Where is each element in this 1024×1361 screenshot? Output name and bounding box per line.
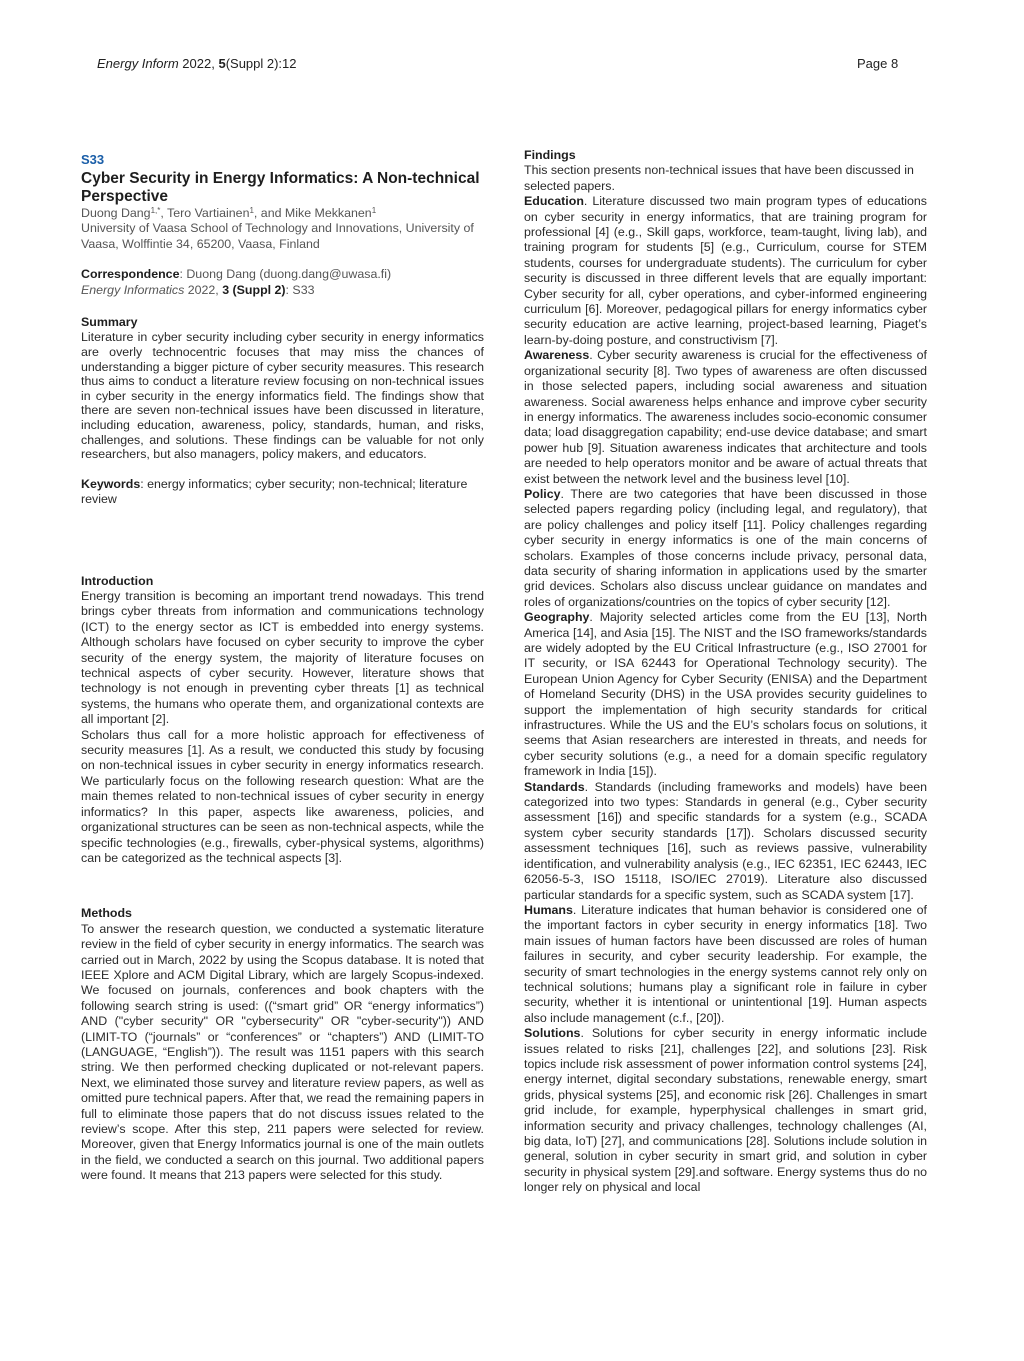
author-name: , and Mike Mekkanen — [253, 206, 372, 220]
keywords-label: Keywords — [81, 476, 141, 491]
citation-page: : S33 — [285, 282, 315, 297]
finding-text: . Standards (including frameworks and models) have been categorized into two types: Standards in general (e.g., Cyber security assessment [16]) and specific standards for a system (e.g., SCADA system cyber security standards [17]). Scholars discussed security assessment techniques [16], such as reviews passive, vulnerability identification, and vulnerability analysis (e.g., IEC 62351, IEC 62443, IEC 62056-5-3, ISO 15118, ISO/IEC 27019). Literature also discussed particular standards for a specific system, such as SCADA system [17]. — [524, 779, 927, 902]
journal-volume: 5 — [218, 56, 226, 71]
running-header — [97, 56, 297, 71]
finding-lead: Standards — [524, 779, 585, 794]
summary-heading: Summary — [81, 315, 138, 330]
author-name: Duong Dang — [81, 206, 151, 220]
keywords-text: : energy informatics; cyber security; non-technical; literature review — [81, 476, 468, 507]
author-affiliation-mark: 1 — [371, 206, 377, 215]
keywords — [81, 477, 484, 508]
finding-text: . Solutions for cyber security in energy informatic include issues related to risks [21], challenges [22], and solutions [23]. Risk topics include risk assessment of power information control systems [24], energy internet, digital secondary substations, renewable energy, smart grids, physical systems [25], and economic risk [26]. Challenges in smart grid include, for example, hyperphysical challenges in smart grid, information security and privacy challenges, technology challenges (AI, big data, IoT) [27], and communications [28]. Solutions include solution in general, solution in cyber security in smart grid, and solution in cyber security in physical system [29].and software. Energy systems thus do no longer rely on physical and local — [524, 1026, 927, 1195]
author-list — [81, 206, 484, 221]
finding-lead: Geography — [524, 610, 590, 625]
author-name: , Tero Vartiainen — [160, 206, 250, 220]
journal-name: Energy Inform — [97, 56, 179, 71]
finding-lead: Humans — [524, 902, 573, 917]
findings-intro: This section presents non-technical issues that have been discussed in selected papers. — [524, 163, 914, 193]
correspondence — [81, 267, 484, 282]
journal-year: 2022, — [182, 56, 215, 71]
finding-text: . There are two categories that have been discussed in those selected papers regarding policy (including legal, and regulatory), that are policy challenges and policy itself [11]. Policy challenges regarding cyber security in energy informatics is one of the main concerns of scholars. Examples of those concerns include privacy, personal data, data security of sharing information in applications used by the smarter grid devices. Scholars also discuss unclear guidance on mandates and roles of organizations/countries on the topics of cyber security [12]. — [524, 486, 927, 609]
affiliation: University of Vaasa School of Technology and Innovations, University of Vaasa, Wolffintie 34, 65200, Vaasa, Finland — [81, 221, 474, 251]
methods-heading: Methods — [81, 906, 132, 921]
journal-issue: (Suppl 2):12 — [225, 56, 297, 71]
finding-text: . Literature discussed two main program types of educations on cyber security in energy informatics, that are training program for professional [4] (e.g., Skill gaps, workforce, team-taught, living lab), and training program for students [5] (e.g., Curriculum, course for STEM students, courses for undergraduate students). The curriculum for cyber security is discussed in three different levels that are equally important: Cyber security for all, cyber operations, and cyber-informed engineering curriculum [6]. Moreover, pedagogical pillars for energy informatics cyber security education are active learning, project-based learning, Piaget’s learn-by-doing posture, and constructivism [7]. — [524, 194, 927, 347]
finding-paragraph — [524, 348, 927, 487]
finding-text: . Majority selected articles come from the EU [13], North America [14], and Asia [15]. The NIST and the ISO frameworks/standards are widely adopted by the EU Critical Infrastructure (e.g., ISO 27001 for IT security, or ISA 62443 for Operational Technology security). The European Union Agency for Cyber Security (ENISA) and the Department of Homeland Security (DHS) in the USA provides security guidelines to support the implementation of high security standards for critical infrastructures. While the US and the EU’s scholars focus on solutions, it seems that Asian researchers are interested in threats, and needs for cyber security solutions (e.g., a need for a domain specific regulatory framework in India [15]). — [524, 610, 927, 779]
correspondence-text: : Duong Dang (duong.dang@uwasa.fi) — [179, 267, 392, 282]
introduction-paragraph: Scholars thus call for a more holistic approach for effectiveness of security measures [1]. As a result, we conducted this study by focusing on non-technical issues in cyber security in energy informatics research. We particularly focus on the following research question: What are the main themes related to non-technical issues of cyber security in energy informatics? In this paper, aspects like awareness, policies, and organizational structures can be seen as non-technical aspects, while the specific technologies (e.g., firewalls, cyber-physical systems, algorithms) can be categorized as the technical aspects [3]. — [81, 727, 484, 865]
left-column — [81, 152, 484, 1184]
finding-lead: Awareness — [524, 348, 590, 363]
abstract-code: S33 — [81, 152, 105, 167]
citation-journal: Energy Informatics — [81, 282, 185, 297]
finding-paragraph — [524, 780, 927, 903]
finding-lead: Education — [524, 194, 584, 209]
finding-text: . Cyber security awareness is crucial for the effectiveness of organizational security [8]. Two types of awareness are often discussed in those selected papers, including social awareness and situation awareness. Social awareness helps enhance and improve cyber security in energy informatics. The awareness includes socio-economic consumer data; load disaggregation capability; end-use device database; and smart power hub [9]. Situation awareness indicates that architecture and tools are needed to help operators monitor and be aware of actual threats that exist between the network level and the business level [10]. — [524, 348, 927, 486]
finding-lead: Solutions — [524, 1026, 581, 1041]
introduction-paragraph: Energy transition is becoming an important trend nowadays. This trend brings cyber threats from information and communications technology (ICT) to the energy sector as ICT is embedded into energy systems. Although scholars have focused on cyber security to improve the cyber security of the energy system, the majority of literature focuses on technical aspects of cyber security. However, literature shows that technology is not enough in preventing cyber threats [1] as technical systems, the humans who operate them, and organizational contexts are all important [2]. — [81, 589, 484, 727]
finding-paragraph — [524, 903, 927, 1026]
finding-lead: Policy — [524, 486, 561, 501]
finding-paragraph — [524, 610, 927, 779]
right-column — [524, 148, 927, 1196]
correspondence-label: Correspondence — [81, 267, 180, 282]
author-affiliation-mark: 1 — [249, 206, 254, 215]
finding-paragraph — [524, 487, 927, 610]
citation-volume: 3 (Suppl 2) — [222, 282, 286, 297]
citation-year: 2022, — [184, 282, 223, 297]
introduction-heading: Introduction — [81, 573, 154, 588]
author-affiliation-mark: 1,* — [150, 206, 161, 215]
citation — [81, 283, 484, 298]
summary-text: Literature in cyber security including cyber security in energy informatics are overly technocentric focuses that may miss the chances of understanding a bigger picture of cyber security measures. This research thus aims to conduct a literature review focusing on non-technical issues in cyber security in the energy informatics field. The findings show that there are seven non-technical issues have been discussed in literature, including education, awareness, policy, standards, human, and risks, challenges, and solutions. These findings can be valuable for not only researchers, but also managers, policy makers, and educators. — [81, 330, 484, 462]
findings-heading: Findings — [524, 148, 576, 162]
article-title: Cyber Security in Energy Informatics: A Non-technical Perspective — [81, 170, 480, 205]
methods-paragraph: To answer the research question, we conducted a systematic literature review in the field of cyber security in energy informatics. The search was carried out in March, 2022 by using the Scopus database. It is noted that IEEE Xplore and ACM Digital Library, which are largely Scopus-indexed. We focused on journals, conferences and book chapters with the following search string is used: ((“smart grid” OR “energy informatics”) AND ("cyber security" OR "cybersecurity" OR "cyber-security")) AND (LIMIT-TO (“journals” or “conferences” or “chapters”) AND (LIMIT-TO (LANGUAGE, “English”)). The result was 1151 papers with this search string. We then performed checking duplicated or not-relevant papers. Next, we eliminated those survey and literature review papers, as well as omitted pure technical papers. After that, we read the remaining papers in full to eliminate those papers that do not discuss issues related to the review’s scope. After this step, 211 papers were selected for review. Moreover, given that Energy Informatics journal is one of the main outlets in the field, we conducted a search on this journal. Two additional papers were found. It means that 213 papers were selected for this study. — [81, 921, 484, 1183]
finding-text: . Literature indicates that human behavior is considered one of the important factors in cyber security in energy informatics [18]. Two main issues of human factors have been discussed are roles of human failures in security, and cyber security leadership. For example, the security of smart technologies in the energy systems cannot rely only on technical solutions; humans play a significant role in failure in cyber security, whether it is intentional or unintentional [19]. Human aspects also include management (c.f., [20]). — [524, 902, 927, 1025]
page-number: Page 8 — [857, 56, 899, 71]
finding-paragraph — [524, 1026, 927, 1195]
finding-paragraph — [524, 194, 927, 348]
